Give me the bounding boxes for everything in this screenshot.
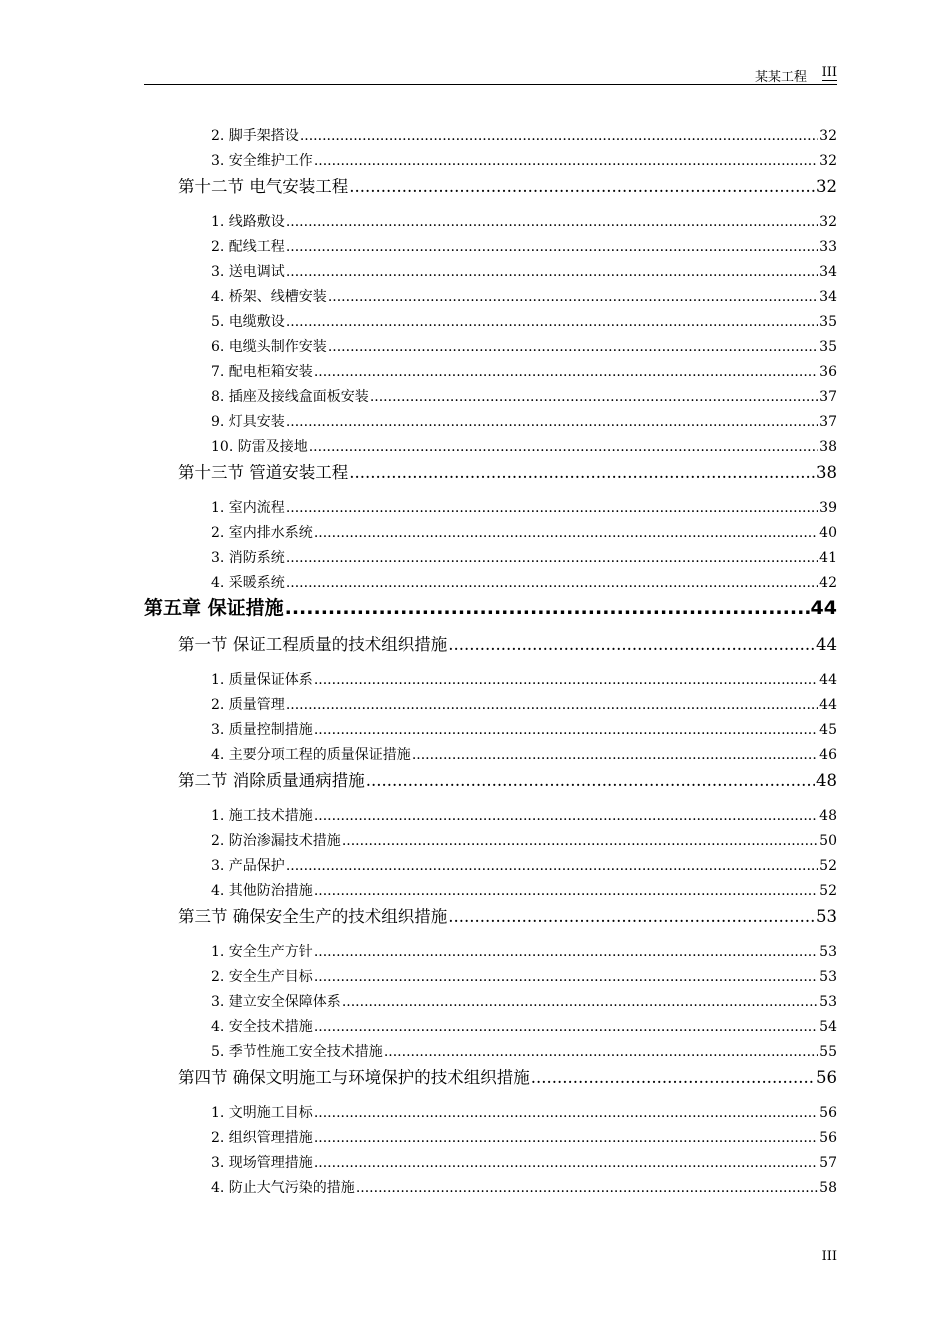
toc-entry-sub[interactable]	[144, 546, 837, 571]
toc-entry-label: 第二节 消除质量通病措施	[178, 771, 365, 790]
toc-entry-sub[interactable]	[144, 360, 837, 385]
toc-leader-dots	[314, 879, 818, 904]
toc-leader-dots	[314, 149, 818, 174]
toc-entry-label: 1. 施工技术措施	[211, 808, 313, 824]
toc-leader-dots	[314, 1126, 818, 1151]
toc-entry-sub[interactable]	[144, 829, 837, 854]
toc-entry-label: 第三节 确保安全生产的技术组织措施	[178, 907, 448, 926]
toc-entry-page: 56	[819, 1130, 837, 1146]
toc-entry-sub[interactable]	[144, 940, 837, 965]
toc-leader-dots	[314, 1151, 818, 1176]
toc-leader-dots	[448, 632, 815, 657]
toc-leader-dots	[286, 235, 818, 260]
toc-leader-dots	[285, 596, 810, 621]
toc-entry-page: 50	[819, 833, 837, 849]
toc-leader-dots	[286, 310, 818, 335]
toc-entry-label: 1. 安全生产方针	[211, 944, 313, 960]
toc-leader-dots	[531, 1065, 815, 1090]
toc-leader-dots	[384, 1040, 818, 1065]
toc-entry-page: 44	[816, 635, 837, 654]
toc-leader-dots	[314, 360, 818, 385]
toc-entry-page: 58	[819, 1180, 837, 1196]
toc-entry-sub[interactable]	[144, 210, 837, 235]
toc-entry-label: 4. 桥架、线槽安装	[211, 289, 327, 305]
toc-entry-sub[interactable]	[144, 260, 837, 285]
toc-entry-page: 57	[819, 1155, 837, 1171]
toc-leader-dots	[342, 829, 818, 854]
toc-entry-label: 1. 室内流程	[211, 500, 285, 516]
toc-entry-label: 2. 防治渗漏技术措施	[211, 833, 341, 849]
toc-leader-dots	[328, 335, 818, 360]
toc-entry-label: 第十三节 管道安装工程	[178, 463, 349, 482]
toc-entry-page: 44	[810, 597, 837, 619]
toc-entry-sub[interactable]	[144, 965, 837, 990]
toc-entry-page: 33	[819, 239, 837, 255]
toc-entry-sub[interactable]	[144, 854, 837, 879]
toc-entry-sub[interactable]	[144, 693, 837, 718]
toc-entry-label: 4. 采暖系统	[211, 575, 285, 591]
toc-entry-sec[interactable]	[144, 460, 837, 485]
toc-leader-dots	[286, 571, 818, 596]
page-header	[144, 64, 837, 85]
toc-entry-sub[interactable]	[144, 990, 837, 1015]
toc-entry-page: 48	[819, 808, 837, 824]
toc-leader-dots	[309, 435, 818, 460]
toc-leader-dots	[286, 260, 818, 285]
toc-entry-label: 3. 安全维护工作	[211, 153, 313, 169]
toc-entry-label: 10. 防雷及接地	[211, 439, 308, 455]
toc-entry-label: 第一节 保证工程质量的技术组织措施	[178, 635, 448, 654]
toc-entry-label: 1. 文明施工目标	[211, 1105, 313, 1121]
toc-entry-page: 53	[819, 994, 837, 1010]
toc-leader-dots	[314, 965, 818, 990]
toc-entry-label: 6. 电缆头制作安装	[211, 339, 327, 355]
toc-entry-sec[interactable]	[144, 174, 837, 199]
toc-entry-sub[interactable]	[144, 435, 837, 460]
toc-entry-sub[interactable]	[144, 149, 837, 174]
toc-entry-sub[interactable]	[144, 804, 837, 829]
toc-entry-sub[interactable]	[144, 571, 837, 596]
toc-entry-sec[interactable]	[144, 1065, 837, 1090]
toc-entry-page: 45	[819, 722, 837, 738]
toc-entry-sub[interactable]	[144, 668, 837, 693]
toc-entry-page: 52	[819, 858, 837, 874]
toc-leader-dots	[300, 124, 818, 149]
toc-entry-page: 40	[819, 525, 837, 541]
toc-entry-label: 3. 建立安全保障体系	[211, 994, 341, 1010]
toc-entry-label: 2. 脚手架搭设	[211, 128, 299, 144]
toc-entry-page: 44	[819, 672, 837, 688]
toc-entry-sub[interactable]	[144, 410, 837, 435]
toc-entry-label: 2. 室内排水系统	[211, 525, 313, 541]
toc-entry-page: 38	[819, 439, 837, 455]
toc-entry-page: 52	[819, 883, 837, 899]
toc-entry-sec[interactable]	[144, 768, 837, 793]
toc-entry-label: 2. 安全生产目标	[211, 969, 313, 985]
toc-leader-dots	[286, 410, 818, 435]
toc-leader-dots	[286, 854, 818, 879]
toc-entry-page: 34	[819, 289, 837, 305]
toc-entry-label: 2. 组织管理措施	[211, 1130, 313, 1146]
toc-entry-page: 32	[819, 153, 837, 169]
toc-entry-sub[interactable]	[144, 285, 837, 310]
toc-entry-sub[interactable]	[144, 879, 837, 904]
toc-leader-dots	[314, 940, 818, 965]
toc-entry-label: 3. 产品保护	[211, 858, 285, 874]
toc-entry-sub[interactable]	[144, 743, 837, 768]
toc-entry-label: 3. 质量控制措施	[211, 722, 313, 738]
toc-entry-page: 48	[816, 771, 837, 790]
toc-leader-dots	[349, 460, 815, 485]
toc-leader-dots	[286, 693, 818, 718]
toc-entry-sub[interactable]	[144, 335, 837, 360]
toc-entry-page: 34	[819, 264, 837, 280]
toc-leader-dots	[448, 904, 815, 929]
table-of-contents	[144, 124, 837, 1201]
toc-leader-dots	[314, 668, 818, 693]
toc-leader-dots	[342, 990, 818, 1015]
toc-entry-sub[interactable]	[144, 124, 837, 149]
toc-leader-dots	[314, 1015, 818, 1040]
toc-leader-dots	[314, 804, 818, 829]
toc-entry-sub[interactable]	[144, 1040, 837, 1065]
toc-entry-label: 4. 主要分项工程的质量保证措施	[211, 747, 411, 763]
toc-entry-page: 46	[819, 747, 837, 763]
toc-entry-sec[interactable]	[144, 904, 837, 929]
toc-entry-label: 第五章 保证措施	[144, 597, 284, 619]
toc-entry-label: 3. 消防系统	[211, 550, 285, 566]
toc-entry-label: 9. 灯具安装	[211, 414, 285, 430]
toc-leader-dots	[314, 1101, 818, 1126]
toc-entry-sub[interactable]	[144, 235, 837, 260]
toc-entry-page: 44	[819, 697, 837, 713]
toc-entry-page: 35	[819, 314, 837, 330]
toc-entry-page: 32	[819, 128, 837, 144]
toc-entry-sub[interactable]	[144, 385, 837, 410]
toc-entry-sub[interactable]	[144, 1101, 837, 1126]
header-page-label: III	[821, 65, 837, 80]
toc-entry-sub[interactable]	[144, 496, 837, 521]
toc-entry-page: 37	[819, 389, 837, 405]
toc-entry-page: 41	[819, 550, 837, 566]
toc-entry-label: 5. 电缆敷设	[211, 314, 285, 330]
toc-entry-page: 37	[819, 414, 837, 430]
toc-leader-dots	[328, 285, 818, 310]
toc-entry-sec[interactable]	[144, 632, 837, 657]
toc-entry-label: 1. 线路敷设	[211, 214, 285, 230]
toc-entry-page: 35	[819, 339, 837, 355]
toc-entry-page: 32	[816, 177, 837, 196]
toc-entry-page: 56	[819, 1105, 837, 1121]
toc-leader-dots	[366, 768, 815, 793]
toc-entry-page: 53	[816, 907, 837, 926]
toc-entry-page: 36	[819, 364, 837, 380]
toc-entry-page: 53	[819, 944, 837, 960]
toc-entry-label: 4. 防止大气污染的措施	[211, 1180, 355, 1196]
toc-entry-page: 56	[816, 1068, 837, 1087]
toc-entry-sub[interactable]	[144, 718, 837, 743]
toc-entry-label: 2. 配线工程	[211, 239, 285, 255]
toc-entry-label: 4. 其他防治措施	[211, 883, 313, 899]
toc-entry-page: 38	[816, 463, 837, 482]
toc-leader-dots	[314, 521, 818, 546]
toc-entry-label: 4. 安全技术措施	[211, 1019, 313, 1035]
toc-entry-label: 2. 质量管理	[211, 697, 285, 713]
toc-entry-label: 5. 季节性施工安全技术措施	[211, 1044, 383, 1060]
toc-entry-page: 53	[819, 969, 837, 985]
footer-page-number: III	[821, 1249, 837, 1264]
toc-entry-page: 39	[819, 500, 837, 516]
toc-entry-label: 1. 质量保证体系	[211, 672, 313, 688]
toc-entry-sub[interactable]	[144, 521, 837, 546]
toc-leader-dots	[356, 1176, 818, 1201]
toc-leader-dots	[349, 174, 815, 199]
toc-entry-label: 第十二节 电气安装工程	[178, 177, 349, 196]
toc-entry-label: 3. 现场管理措施	[211, 1155, 313, 1171]
toc-entry-page: 55	[819, 1044, 837, 1060]
toc-leader-dots	[412, 743, 818, 768]
toc-leader-dots	[370, 385, 818, 410]
toc-entry-sub[interactable]	[144, 1015, 837, 1040]
toc-entry-sub[interactable]	[144, 1176, 837, 1201]
toc-leader-dots	[286, 210, 818, 235]
toc-entry-sub[interactable]	[144, 310, 837, 335]
toc-entry-label: 3. 送电调试	[211, 264, 285, 280]
toc-entry-label: 7. 配电柜箱安装	[211, 364, 313, 380]
toc-entry-page: 32	[819, 214, 837, 230]
toc-entry-page: 54	[819, 1019, 837, 1035]
toc-leader-dots	[286, 546, 818, 571]
toc-entry-sub[interactable]	[144, 1151, 837, 1176]
header-title: 某某工程	[754, 70, 807, 85]
toc-entry-chap[interactable]	[144, 596, 837, 621]
toc-entry-label: 第四节 确保文明施工与环境保护的技术组织措施	[178, 1068, 530, 1087]
toc-entry-page: 42	[819, 575, 837, 591]
toc-leader-dots	[314, 718, 818, 743]
toc-leader-dots	[286, 496, 818, 521]
toc-entry-label: 8. 插座及接线盒面板安装	[211, 389, 369, 405]
toc-entry-sub[interactable]	[144, 1126, 837, 1151]
